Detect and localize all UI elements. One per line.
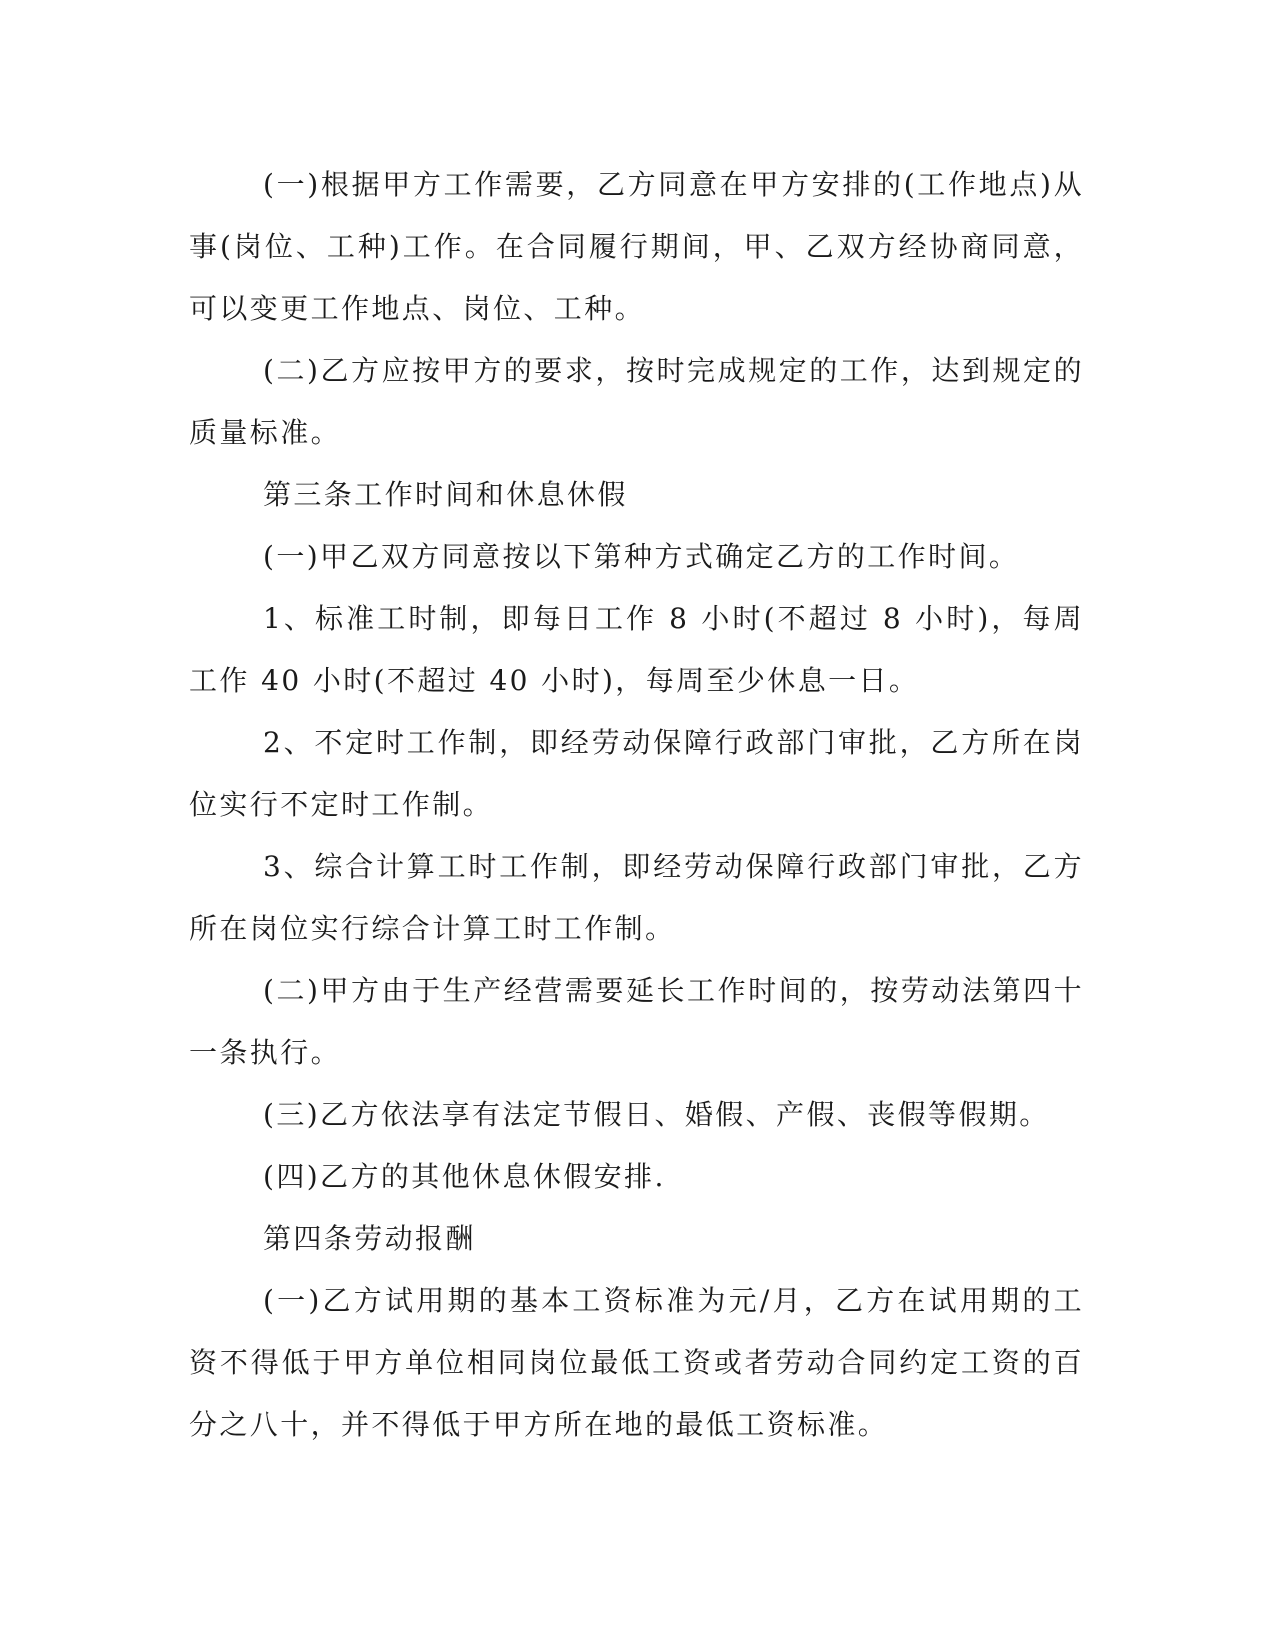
paragraph-probation-wage: (一)乙方试用期的基本工资标准为元/月，乙方在试用期的工资不得低于甲方单位相同岗位最低工资或者劳动合同约定工资的百分之八十，并不得低于甲方所在地的最低工资标准。 [189,1284,1084,1441]
paragraph-work-time-method: (一)甲乙双方同意按以下第种方式确定乙方的工作时间。 [263,540,1020,573]
article-4-heading: 第四条劳动报酬 [263,1222,476,1255]
paragraph-comprehensive-hours: 3、综合计算工时工作制，即经劳动保障行政部门审批，乙方所在岗位实行综合计算工时工作制。 [189,850,1084,945]
paragraph-work-location: (一)根据甲方工作需要，乙方同意在甲方安排的(工作地点)从事(岗位、工种)工作。在合同履行期间，甲、乙双方经协商同意，可以变更工作地点、岗位、工种。 [189,168,1084,325]
document-body [189,154,1084,1456]
paragraph-work-quality: (二)乙方应按甲方的要求，按时完成规定的工作，达到规定的质量标准。 [189,354,1084,449]
paragraph-flexible-hours: 2、不定时工作制，即经劳动保障行政部门审批，乙方所在岗位实行不定时工作制。 [189,726,1084,821]
paragraph-other-leave: (四)乙方的其他休息休假安排. [263,1160,666,1193]
article-3-heading: 第三条工作时间和休息休假 [263,478,628,511]
paragraph-statutory-leave: (三)乙方依法享有法定节假日、婚假、产假、丧假等假期。 [263,1098,1050,1131]
paragraph-overtime: (二)甲方由于生产经营需要延长工作时间的，按劳动法第四十一条执行。 [189,974,1084,1069]
paragraph-standard-hours: 1、标准工时制，即每日工作 8 小时(不超过 8 小时)，每周工作 40 小时(不超过 40 小时)，每周至少休息一日。 [189,602,1084,697]
